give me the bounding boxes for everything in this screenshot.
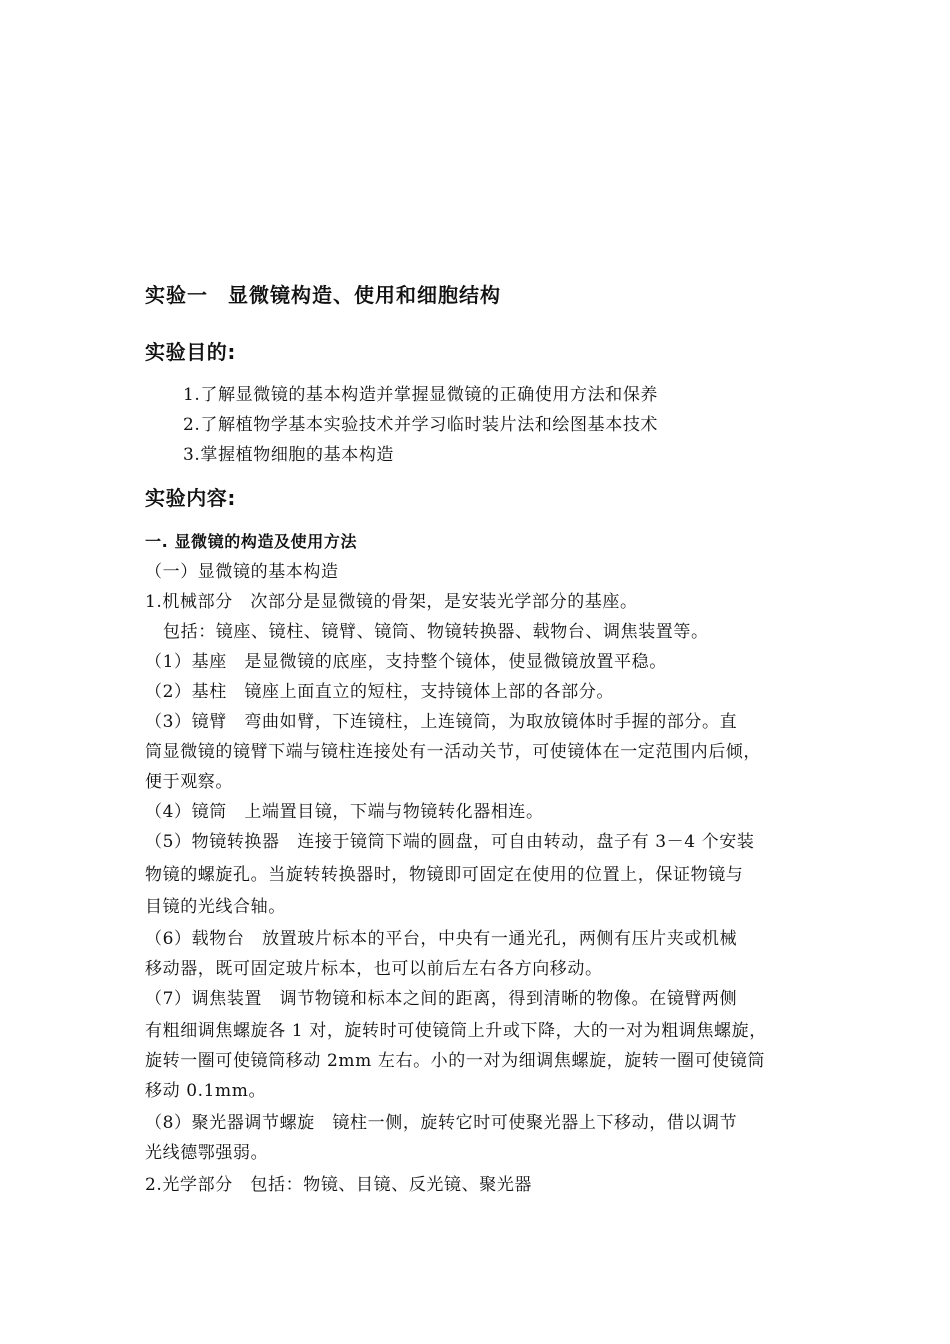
body-line: 2.光学部分 包括：物镜、目镜、反光镜、聚光器 [145, 1175, 533, 1195]
body-line: 移动 0.1mm。 [145, 1081, 267, 1101]
objective-item-3: 3.掌握植物细胞的基本构造 [183, 445, 395, 465]
body-line: 光线德鄂强弱。 [145, 1143, 269, 1163]
body-line: 包括：镜座、镜柱、镜臂、镜筒、物镜转换器、载物台、调焦装置等。 [163, 622, 709, 642]
body-line: 筒显微镜的镜臂下端与镜柱连接处有一活动关节，可使镜体在一定范围内后倾， [145, 742, 761, 762]
body-line: 目镜的光线合轴。 [145, 897, 286, 917]
body-line: （1）基座 是显微镜的底座，支持整个镜体，使显微镜放置平稳。 [145, 652, 667, 672]
body-line: （3）镜臂 弯曲如臂，下连镜柱，上连镜筒，为取放镜体时手握的部分。直 [145, 712, 738, 732]
body-line: （4）镜筒 上端置目镜，下端与物镜转化器相连。 [145, 802, 544, 822]
section-title: 一. 显微镜的构造及使用方法 [145, 532, 358, 551]
body-line: （2）基柱 镜座上面直立的短柱，支持镜体上部的各部分。 [145, 682, 615, 702]
document-title [145, 284, 501, 306]
subsection-title: （一）显微镜的基本构造 [145, 562, 339, 582]
body-line: （8）聚光器调节螺旋 镜柱一侧，旋转它时可使聚光器上下移动，借以调节 [145, 1113, 738, 1133]
body-line: 移动器，既可固定玻片标本，也可以前后左右各方向移动。 [145, 959, 603, 979]
experiment-number: 实验一 [145, 283, 208, 307]
body-line: 有粗细调焦螺旋各 1 对，旋转时可使镜筒上升或下降，大的一对为粗调焦螺旋， [145, 1021, 767, 1041]
body-line: （7）调焦装置 调节物镜和标本之间的距离，得到清晰的物像。在镜臂两侧 [145, 989, 738, 1009]
body-line: 1.机械部分 次部分是显微镜的骨架，是安装光学部分的基座。 [145, 592, 638, 612]
body-line: 旋转一圈可使镜筒移动 2mm 左右。小的一对为细调焦螺旋，旋转一圈可使镜筒 [145, 1051, 766, 1071]
body-line: 便于观察。 [145, 772, 233, 792]
objective-item-1: 1.了解显微镜的基本构造并掌握显微镜的正确使用方法和保养 [183, 385, 659, 405]
experiment-title: 显微镜构造、使用和细胞结构 [228, 283, 501, 307]
objective-item-2: 2.了解植物学基本实验技术并学习临时装片法和绘图基本技术 [183, 415, 659, 435]
content-heading: 实验内容: [145, 486, 236, 510]
body-line: 物镜的螺旋孔。当旋转转换器时，物镜即可固定在使用的位置上，保证物镜与 [145, 865, 744, 885]
body-line: （5）物镜转换器 连接于镜筒下端的圆盘，可自由转动，盘子有 3－4 个安装 [145, 832, 755, 852]
objectives-heading: 实验目的: [145, 340, 236, 364]
body-line: （6）载物台 放置玻片标本的平台，中央有一通光孔，两侧有压片夹或机械 [145, 929, 738, 949]
